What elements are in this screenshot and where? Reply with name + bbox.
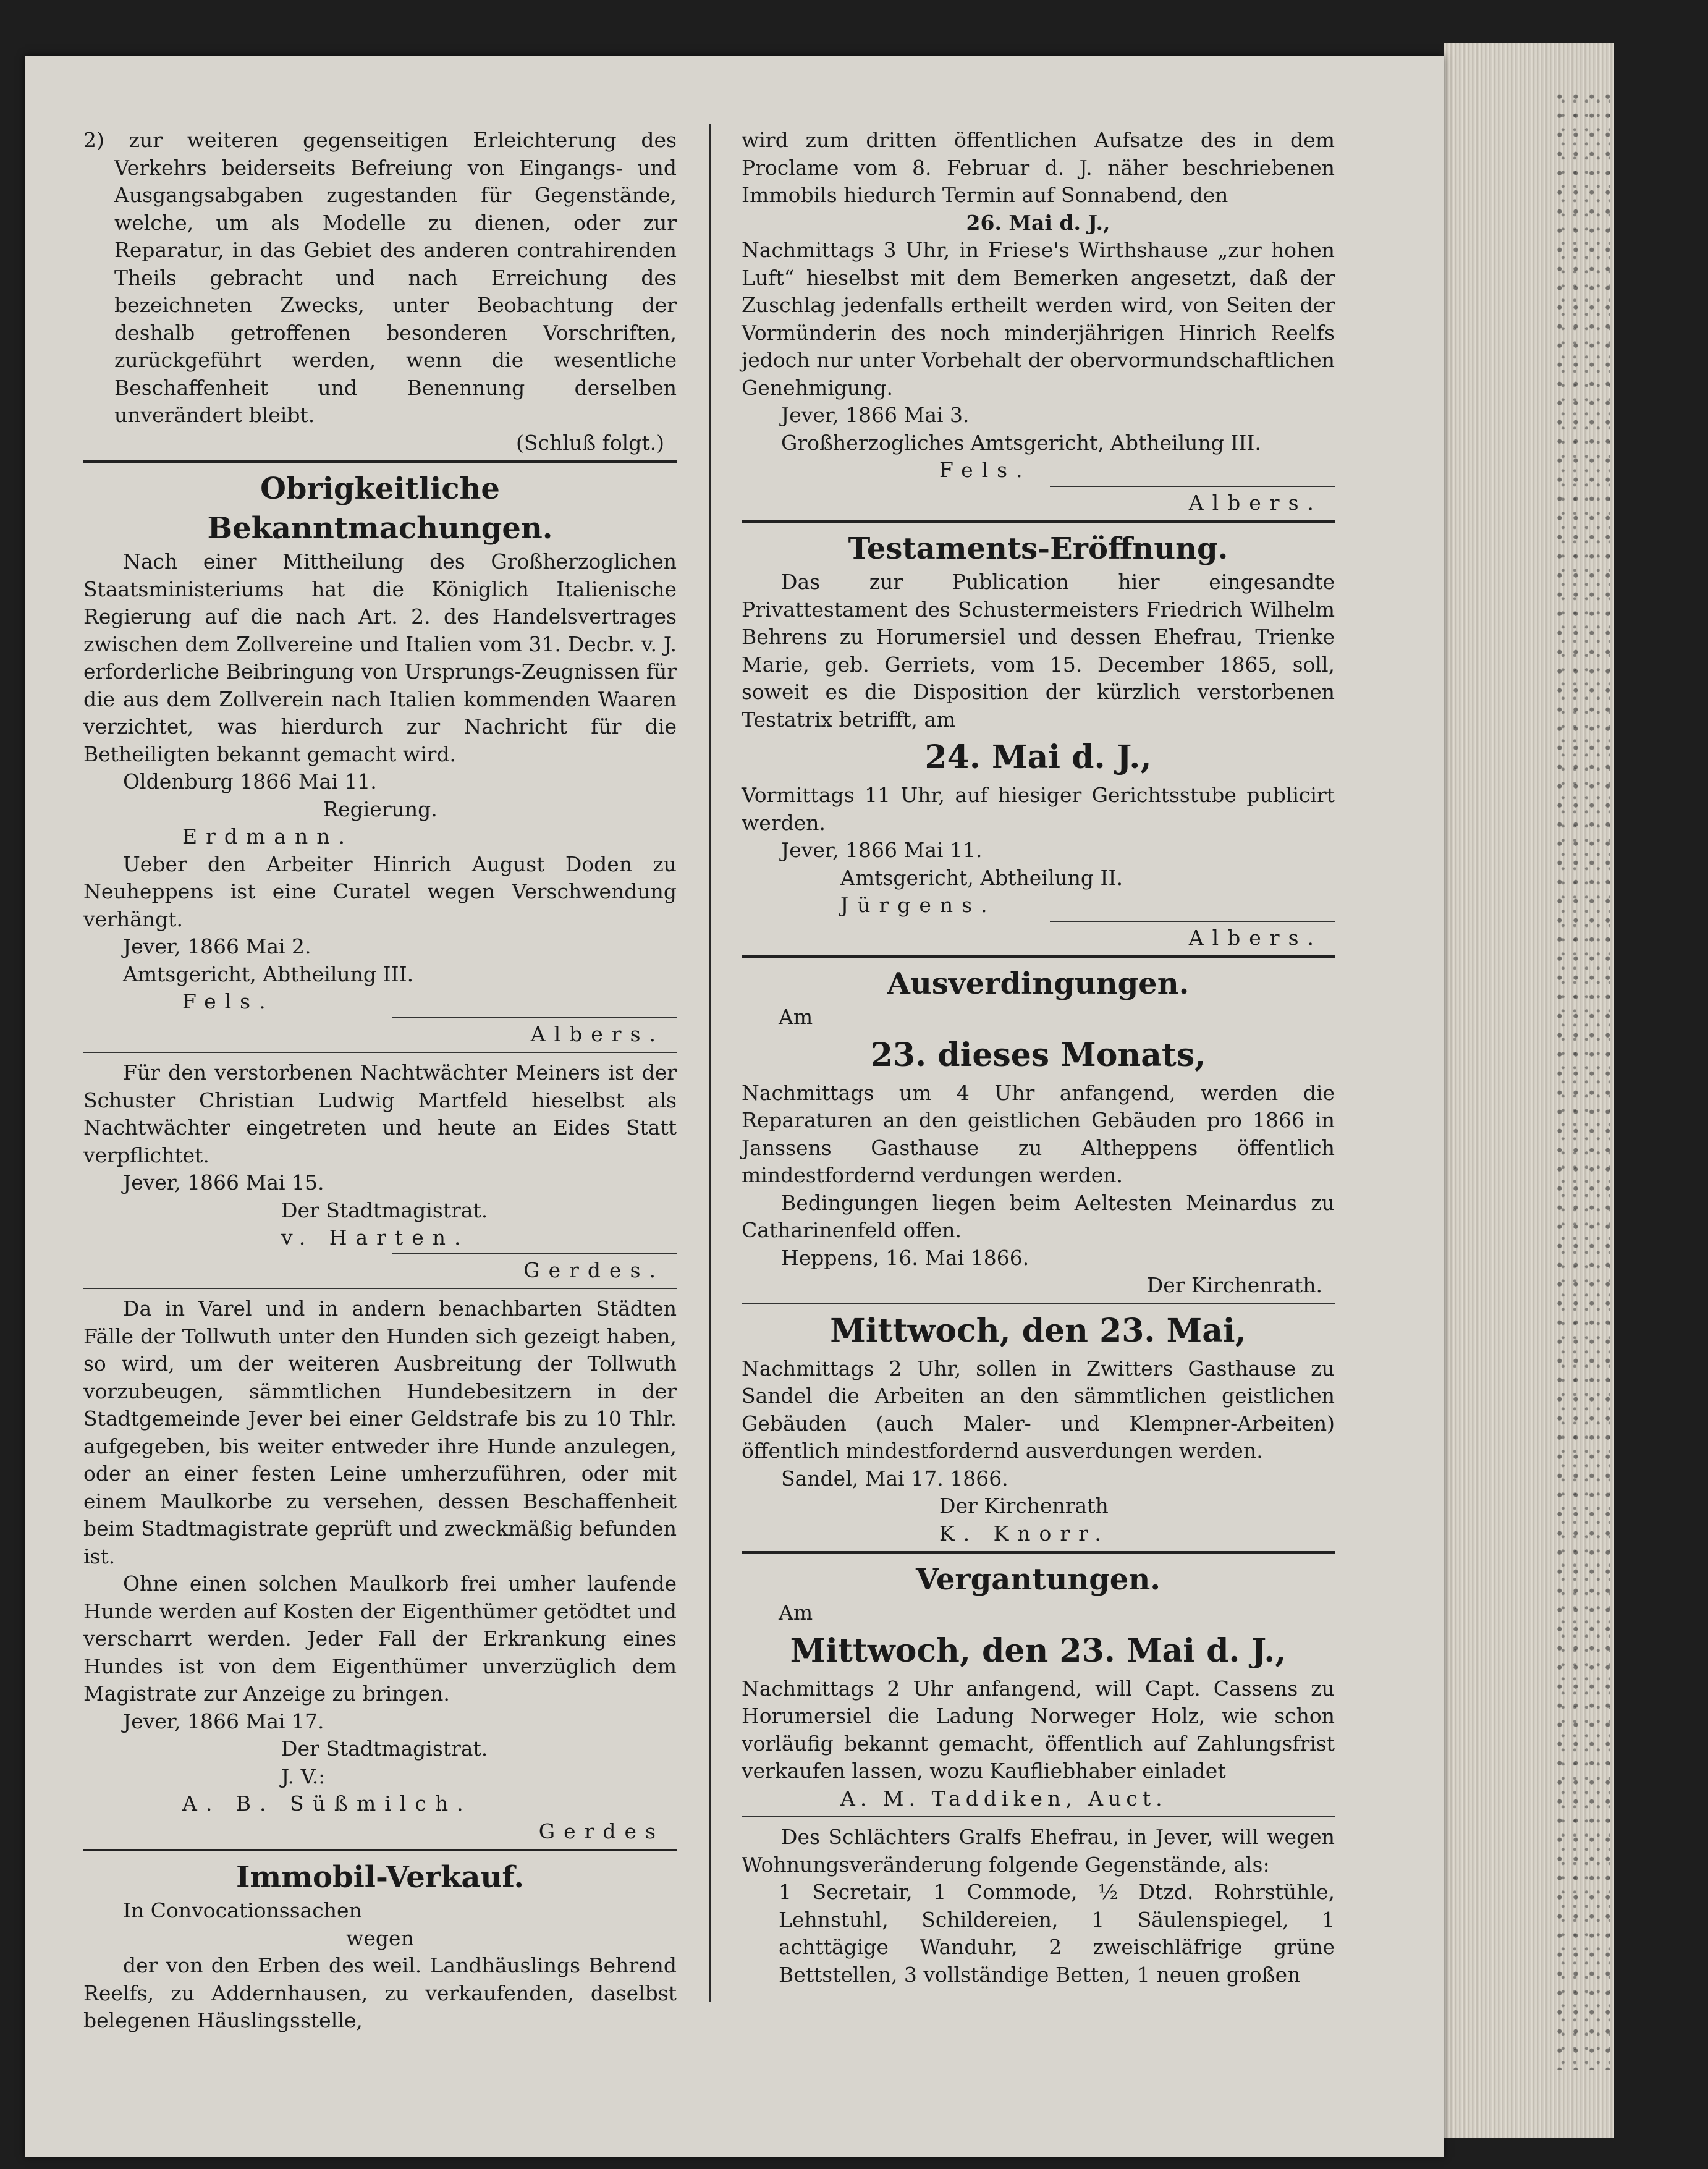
property-sale-continued: wird zum dritten öffentlichen Aufsatze des in dem Proclame vom 8. Februar d. J. näher beschriebenen Immobils hiedurch Termin auf Sonnabend, den xyxy=(742,128,1335,207)
left-column xyxy=(83,127,677,2035)
notice-curatel-text: Ueber den Arbeiter Hinrich August Doden zu Neuheppens ist eine Curatel wegen Verschwendung verhängt. xyxy=(83,852,677,931)
auction-text: Nachmittags 2 Uhr anfangend, will Capt. Cassens zu Horumersiel die Ladung Norweger Holz, wie schon vorläufig bekannt gemacht, öffentlich auf Zahlungsfrist verkaufen lassen, wozu Kaufliebhaber einladet xyxy=(742,1676,1335,1783)
property-sale-line-2: wegen xyxy=(346,1926,414,1950)
property-sale-text: der von den Erben des weil. Landhäuslings Behrend Reelfs, zu Addernhausen, zu verkaufenden, daselbst belegenen Häuslingsstelle, xyxy=(83,1953,677,2032)
tender2-text: Nachmittags 2 Uhr, sollen in Zwitters Gasthause zu Sandel die Arbeiten an den sämmtlichen geistlichen Gebäuden (auch Maler- und Klempner-Arbeiten) öffentlich mindestfordernd ausverdungen werden. xyxy=(742,1356,1335,1463)
heading-auctions: Vergantungen. xyxy=(916,1562,1161,1597)
testament-authority: Amtsgericht, Abtheilung II. xyxy=(840,865,1123,890)
property-sale-signature-2: Albers. xyxy=(1188,490,1322,515)
heading-tenders: Ausverdingungen. xyxy=(887,966,1190,1001)
right-column xyxy=(742,127,1335,1989)
auction-date-big: Mittwoch, den 23. Mai d. J., xyxy=(790,1631,1287,1670)
testament-signature-2: Albers. xyxy=(1188,925,1322,950)
tender2-date: Sandel, Mai 17. 1866. xyxy=(781,1466,1008,1490)
notice-rabies-signature-2: Gerdes xyxy=(538,1819,664,1843)
notice-curatel-signature-2: Albers. xyxy=(530,1021,664,1046)
auction-signature: A. M. Taddiken, Auct. xyxy=(840,1786,1167,1811)
treaty-clause-2: 2) zur weiteren gegenseitigen Erleichterung des Verkehrs beiderseits Befreiung von Eingangs- und Ausgangsabgaben zugestanden für Gegenstände, welche, um als Modelle zu dienen, oder zur Reparatur, in das Gebiet des anderen contrahirenden Theils gebracht und nach Erreichung des bezeichneten Zwecks, unter Beobachtung der deshalb getroffenen besonderen Vorschriften, zurückgeführt werden, wenn die wesentliche Beschaffenheit und Benennung derselben unverändert bleibt. xyxy=(83,128,677,427)
property-sale-authority: Großherzogliches Amtsgericht, Abtheilung III. xyxy=(781,430,1261,455)
notice-nightwatch-date: Jever, 1866 Mai 15. xyxy=(123,1170,324,1194)
book-page-edges xyxy=(1444,43,1614,2138)
heading-testament: Testaments-Eröffnung. xyxy=(848,531,1228,566)
tender-am: Am xyxy=(779,1005,813,1029)
tender-date-big: 23. dieses Monats, xyxy=(870,1036,1206,1074)
notice-rabies-authority: Der Stadtmagistrat. xyxy=(281,1736,488,1761)
notice-nightwatch-text: Für den verstorbenen Nachtwächter Meiners ist der Schuster Christian Ludwig Martfeld hieselbst als Nachtwächter eingetreten und heute an Eides Statt verpflichtet. xyxy=(83,1060,677,1167)
notice-nightwatch-signature-2: Gerdes. xyxy=(523,1258,664,1282)
property-sale-date: Jever, 1866 Mai 3. xyxy=(781,403,970,427)
notice-curatel-authority: Amtsgericht, Abtheilung III. xyxy=(123,962,414,986)
signature-rule xyxy=(1050,486,1335,487)
section-rule xyxy=(83,1849,677,1851)
tender2-signature: K. Knorr. xyxy=(939,1521,1110,1545)
tender-date: Heppens, 16. Mai 1866. xyxy=(781,1245,1029,1270)
notice-divider xyxy=(742,1303,1335,1304)
notice-curatel-signature-1: Fels. xyxy=(182,989,274,1013)
notice-nightwatch-authority: Der Stadtmagistrat. xyxy=(281,1198,488,1222)
notice-italy-text: Nach einer Mittheilung des Großherzoglichen Staatsministeriums hat die Königlich Italienische Regierung auf die nach Art. 2. des Handelsvertrages zwischen dem Zollvereine und Italien vom 31. Decbr. v. J. erforderliche Beibringung von Ursprungs-Zeugnissen für die aus dem Zollverein nach Italien kommenden Waaren verzichtet, was hierdurch zur Nachricht für die Betheiligten bekannt gemacht wird. xyxy=(83,549,677,766)
section-rule xyxy=(83,460,677,463)
section-rule xyxy=(742,955,1335,958)
notice-rabies-text-2: Ohne einen solchen Maulkorb frei umher laufende Hunde werden auf Kosten der Eigenthümer getödtet und verscharrt werden. Jeder Fall der Erkrankung eines Hundes ist von dem Eigenthümer unverzüglich dem Magistrate zur Anzeige zu bringen. xyxy=(83,1571,677,1706)
section-rule xyxy=(742,1551,1335,1554)
tender-text: Nachmittags um 4 Uhr anfangend, werden die Reparaturen an den geistlichen Gebäuden pro 1866 in Janssens Gasthause zu Altheppens öffentlich mindestfordernd verdungen werden. xyxy=(742,1080,1335,1187)
property-sale-continued-2: Nachmittags 3 Uhr, in Friese's Wirthshause „zur hohen Luft“ hieselbst mit dem Bemerken angesetzt, daß der Zuschlag jedenfalls ertheilt werden wird, von Seiten der Vormünderin des noch minderjährigen Hinrich Reelfs jedoch nur unter Vorbehalt der obervormundschaftlichen Genehmigung. xyxy=(742,238,1335,400)
auction2-item-list: 1 Secretair, 1 Commode, ½ Dtzd. Rohrstühle, Lehnstuhl, Schildereien, 1 Säulenspiegel, 1 achttägige Wanduhr, 2 zweischläfrige grüne Bettstellen, 3 vollständige Betten, 1 neuen großen xyxy=(779,1880,1335,1987)
section-rule xyxy=(742,520,1335,523)
testament-date: Jever, 1866 Mai 11. xyxy=(781,838,983,862)
tender2-authority: Der Kirchenrath xyxy=(939,1494,1109,1518)
heading-official-notices: Obrigkeitliche Bekanntmachungen. xyxy=(207,471,553,546)
tender-text-2: Bedingungen liegen beim Aeltesten Meinardus zu Catharinenfeld offen. xyxy=(742,1190,1335,1242)
auction-am: Am xyxy=(779,1600,813,1625)
property-sale-signature-1: Fels. xyxy=(939,458,1031,482)
column-divider xyxy=(709,124,711,2002)
signature-rule xyxy=(392,1017,677,1018)
heading-property-sale: Immobil-Verkauf. xyxy=(235,1860,525,1895)
notice-nightwatch-signature-1: v. Harten. xyxy=(281,1225,470,1249)
testament-text-2: Vormittags 11 Uhr, auf hiesiger Gerichtsstube publicirt werden. xyxy=(742,783,1335,835)
notice-italy-signature: Erdmann. xyxy=(182,824,353,848)
notice-divider xyxy=(83,1052,677,1053)
testament-signature-1: Jürgens. xyxy=(840,893,996,917)
notice-divider xyxy=(83,1288,677,1289)
signature-rule xyxy=(392,1253,677,1254)
testament-date-big: 24. Mai d. J., xyxy=(924,738,1152,776)
tender-authority: Der Kirchenrath. xyxy=(1146,1273,1322,1297)
notice-rabies-date: Jever, 1866 Mai 17. xyxy=(123,1709,324,1733)
property-sale-term-date: 26. Mai d. J., xyxy=(966,210,1110,235)
notice-italy-date: Oldenburg 1866 Mai 11. xyxy=(123,769,377,793)
property-sale-line-1: In Convocationssachen xyxy=(123,1898,362,1922)
auction2-text: Des Schlächters Gralfs Ehefrau, in Jever, will wegen Wohnungsveränderung folgende Gegenstände, als: xyxy=(742,1825,1335,1877)
notice-curatel-date: Jever, 1866 Mai 2. xyxy=(123,934,311,958)
tender2-date-big: Mittwoch, den 23. Mai, xyxy=(830,1311,1246,1350)
notice-italy-authority: Regierung. xyxy=(323,797,438,821)
notice-divider xyxy=(742,1816,1335,1817)
signature-rule xyxy=(1050,921,1335,922)
notice-rabies-iv: J. V.: xyxy=(281,1764,326,1788)
continued-note: (Schluß folgt.) xyxy=(516,430,664,455)
testament-text: Das zur Publication hier eingesandte Privattestament des Schustermeisters Friedrich Wilhelm Behrens zu Horumersiel und dessen Ehefrau, Trienke Marie, geb. Gerriets, vom 15. December 1865, soll, soweit es die Disposition der kürzlich verstorbenen Testatrix betrifft, am xyxy=(742,570,1335,732)
notice-rabies-text-1: Da in Varel und in andern benachbarten Städten Fälle der Tollwuth unter den Hunden sich gezeigt haben, so wird, um der weiteren Ausbreitung der Tollwuth vorzubeugen, sämmtlichen Hundebesitzern in der Stadtgemeinde Jever bei einer Geldstrafe bis zu 10 Thlr. aufgegeben, bis weiter entweder ihre Hunde anzulegen, oder an einer festen Leine umherzuführen, oder mit einem Maulkorbe zu versehen, dessen Beschaffenheit beim Stadtmagistrate geprüft und zweckmäßig befunden ist. xyxy=(83,1296,677,1568)
notice-rabies-signature-1: A. B. Süßmilch. xyxy=(182,1791,472,1816)
